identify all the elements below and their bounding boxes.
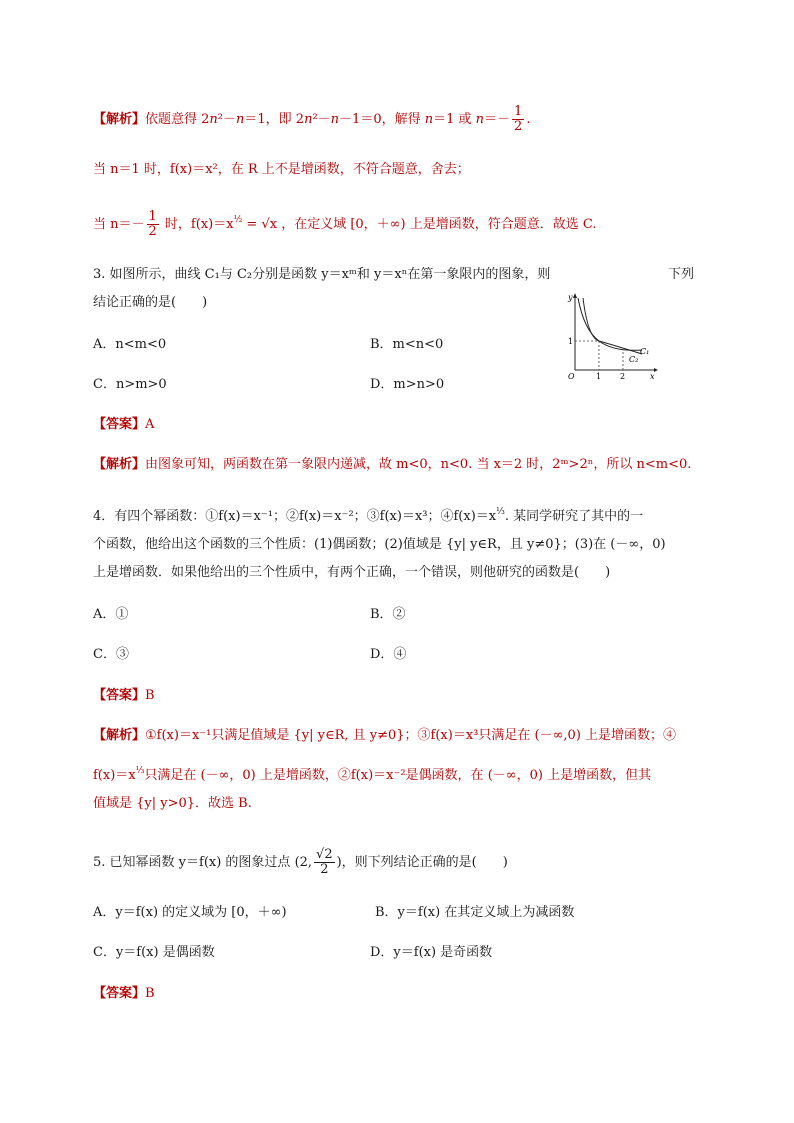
x-tick-2: 2 (620, 372, 626, 380)
q2-analysis-line-2: 当 n＝1 时，f(x)＝x²，在 R 上不是增函数，不符合题意，舍去； (93, 162, 470, 177)
q4-answer-label: 【答案】 (93, 688, 146, 703)
q2-l1-i: －1＝0，解得 (339, 112, 425, 127)
q2-l3-exponent: ½ (233, 215, 243, 225)
q2-l1-a: 依题意得 2 (145, 112, 210, 127)
q5-option-b: B．y＝f(x) 在其定义域上为减函数 (375, 905, 575, 920)
q2-l3-frac-den: 2 (148, 224, 157, 239)
q5-answer-label: 【答案】 (93, 986, 146, 1001)
q3-stem-line-2: 结论正确的是( ) (93, 295, 208, 310)
q5-option-a: A．y＝f(x) 的定义域为 [0，＋∞) (93, 905, 287, 920)
q2-l1-c: ²－ (217, 112, 237, 127)
q3-option-a: A．n<m<0 (93, 337, 167, 352)
c1-label: C₁ (640, 347, 650, 356)
q2-l1-l: n (475, 112, 485, 127)
q3-options-row-1 (93, 335, 166, 355)
q2-frac-num: 1 (514, 104, 523, 119)
q3-stem-1: 3. 如图所示，曲线 C₁与 C₂分别是函数 y＝xᵐ和 y＝xⁿ在第一象限内的图象，则 (93, 267, 551, 282)
q2-l1-h: n (330, 112, 340, 127)
q4-option-b: B．② (370, 607, 406, 622)
q3-analysis-text: 由图象可知，两函数在第一象限内递减，故 m<0，n<0. 当 x＝2 时，2ᵐ>2ⁿ，所以 n<m<0. (145, 457, 692, 472)
q2-l3-frac-num: 1 (148, 209, 157, 224)
q2-fraction (512, 105, 524, 134)
q4-stem-1-tail: . 某同学研究了其中的一 (504, 509, 644, 524)
q4-analysis-2b: 只满足在 (－∞，0) 上是增函数，②f(x)＝x⁻²是偶函数，在 (－∞，0) 上是增函数，但其 (144, 768, 652, 783)
q3-power-function-graph (560, 290, 660, 380)
q2-analysis-line-1 (93, 105, 530, 134)
q5-frac-den: 2 (320, 862, 329, 877)
curve-c2 (583, 298, 642, 354)
q4-analysis-label: 【解析】 (93, 728, 146, 743)
q2-l1-d: n (236, 112, 245, 127)
q4-option-c: C．③ (93, 647, 129, 662)
q5-option-d: D．y＝f(x) 是奇函数 (370, 945, 493, 960)
q3-option-d: D．m>n>0 (370, 377, 445, 392)
q3-answer-value: A (145, 417, 155, 432)
q3-stem-line-1 (93, 265, 550, 285)
q3-stem-1-tail: 下列 (668, 267, 695, 282)
q2-l3-c: = √x ，在定义域 [0，＋∞) 上是增函数，符合题意．故选 C. (242, 217, 597, 232)
q4-stem-1: 4．有四个幂函数：①f(x)＝x⁻¹；②f(x)＝x⁻²；③f(x)＝x³；④f(x)＝x (93, 509, 497, 524)
q4-option-d: D．④ (370, 647, 407, 662)
q2-l1-j: n (424, 112, 434, 127)
q2-l1-e: ＝1，即 2 (244, 112, 305, 127)
q2-l1-f: n (304, 112, 313, 127)
q5-stem (93, 848, 508, 877)
q5-answer-value: B (145, 986, 155, 1001)
q4-analysis-2a: f(x)＝x (93, 768, 136, 783)
q3-analysis (93, 455, 691, 475)
y-label: y (568, 293, 573, 302)
q4-analysis-exponent: ⅓ (135, 766, 145, 776)
q4-answer (93, 686, 155, 706)
c2-label: C₂ (629, 355, 639, 364)
q2-l1-m: ＝－ (484, 112, 511, 127)
y-tick-1: 1 (568, 337, 574, 346)
q4-stem-line-2: 个函数，他给出这个函数的三个性质：(1)偶函数；(2)值域是 {y| y∈R，且 y≠0}；(3)在 (－∞，0) (93, 537, 666, 552)
q4-analysis-line-1 (93, 726, 676, 746)
origin-label: O (568, 372, 575, 380)
x-axis-arrow (654, 368, 658, 372)
y-axis-arrow (573, 293, 577, 298)
q3-analysis-label: 【解析】 (93, 457, 146, 472)
q2-l1-b: n (209, 112, 218, 127)
q3-answer-label: 【答案】 (93, 417, 146, 432)
q5-answer (93, 984, 155, 1004)
q3-answer (93, 415, 154, 435)
q4-stem-line-1 (93, 507, 643, 527)
q4-stem-exponent: ⅓ (496, 507, 505, 517)
q5-frac-num: √2 (316, 847, 333, 862)
q2-analysis-label: 【解析】 (93, 112, 146, 127)
q4-analysis-line-2 (93, 766, 651, 786)
q4-answer-value: B (145, 688, 155, 703)
q4-stem-line-3: 上是增函数．如果他给出的三个性质中，有两个正确，一个错误，则他研究的函数是( ) (93, 565, 611, 580)
x-label: x (650, 372, 655, 380)
q5-stem-b: )，则下列结论正确的是( ) (336, 855, 508, 870)
q5-stem-a: 5. 已知幂函数 y＝f(x) 的图象过点 (2, (93, 855, 313, 870)
q5-point-fraction (314, 848, 335, 877)
q5-option-c: C．y＝f(x) 是偶函数 (93, 945, 215, 960)
x-tick-1: 1 (596, 372, 602, 380)
q2-l3-a: 当 n＝－ (93, 217, 145, 232)
q2-analysis-line-3 (93, 210, 596, 239)
q2-l1-g: ²－ (312, 112, 331, 127)
q4-option-a: A．① (93, 607, 129, 622)
q2-frac-den: 2 (514, 119, 523, 134)
q3-option-c: C．n>m>0 (93, 377, 167, 392)
q2-l3-b: 时，f(x)＝x (160, 217, 234, 232)
q2-l1-end: . (526, 112, 531, 127)
q3-option-b: B．m<n<0 (370, 337, 444, 352)
q4-analysis-1: ①f(x)＝x⁻¹只满足值域是 {y| y∈R, 且 y≠0}；③f(x)＝x³只满足在 (－∞,0) 上是增函数；④ (145, 728, 677, 743)
q2-l1-k: ＝1 或 (433, 112, 476, 127)
q4-analysis-line-3: 值域是 {y| y>0}．故选 B. (93, 796, 252, 811)
q2-l3-fraction (147, 210, 159, 239)
